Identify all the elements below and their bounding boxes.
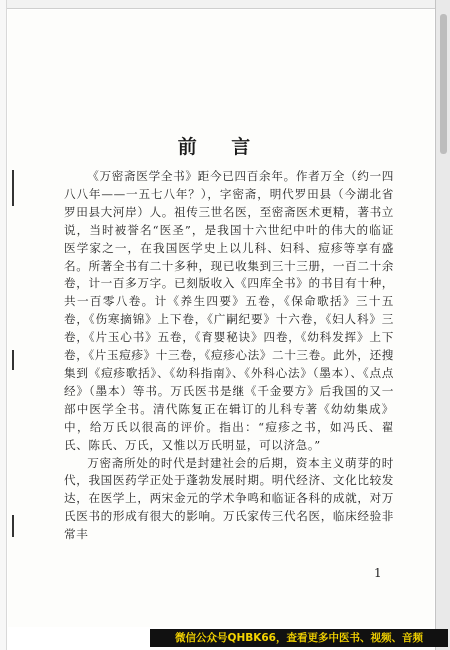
binding-mark [12,170,14,206]
paragraph: 万密斋所处的时代是封建社会的后期，资本主义萌芽的时代，我国医药学正处于蓬勃发展时期。明代经济、文化比较发达，在医学上，两宋金元的学术争鸣和临证各科的成就，对万氏医书的形成有很大的影响。万氏家传三代名医，临床经验非常丰 [64,455,394,542]
book-page [8,10,434,627]
scrollbar-thumb[interactable] [440,14,447,154]
vertical-scrollbar[interactable] [435,0,450,650]
page-title: 前 言 [177,136,265,158]
page-number: 1 [374,566,382,580]
binding-mark [12,515,14,537]
promo-banner: 微信公众号QHBK66，查看更多中医书、视频、音频 [150,629,448,647]
body-text [64,168,394,544]
viewer-top-edge [0,0,450,9]
binding-mark [12,350,14,370]
paragraph: 《万密斋医学全书》距今已四百余年。作者万全（约一四八八年——一五七八年？），字密斋，明代罗田县（今湖北省罗田县大河岸）人。祖传三世名医，至密斋医术更精，著书立说，当时被誉名“医圣”，是我国十六世纪中叶的伟大的临证医学家之一，在我国医学史上以儿科、妇科、痘疹等享有盛名。所著全书有二十多种，现已收集到三十三册，一百二十余卷，计一百多万字。已刻版收入《四库全书》的书目有十种，共一百零八卷。计《养生四要》五卷，《保命歌括》三十五卷，《伤寒摘锦》上下卷，《广嗣纪要》十六卷，《妇人科》三卷，《片玉心书》五卷，《育婴秘诀》四卷，《幼科发挥》上下卷，《片玉痘疹》十三卷，《痘疹心法》二十三卷。此外，还搜集到《痘疹歌括》、《幼科指南》、《外科心法》（墨本）、《点点经》（墨本）等书。万氏医书是继《千金要方》后我国的又一部中医学全书。清代陈复正在辑订的儿科专著《幼幼集成》中，给万氏以很高的评价。指出：“痘疹之书，如冯氏、翟氏、陈氏、万氏，又惟以万氏明显，可以济急。” [64,169,394,452]
viewer-left-edge [0,0,7,650]
